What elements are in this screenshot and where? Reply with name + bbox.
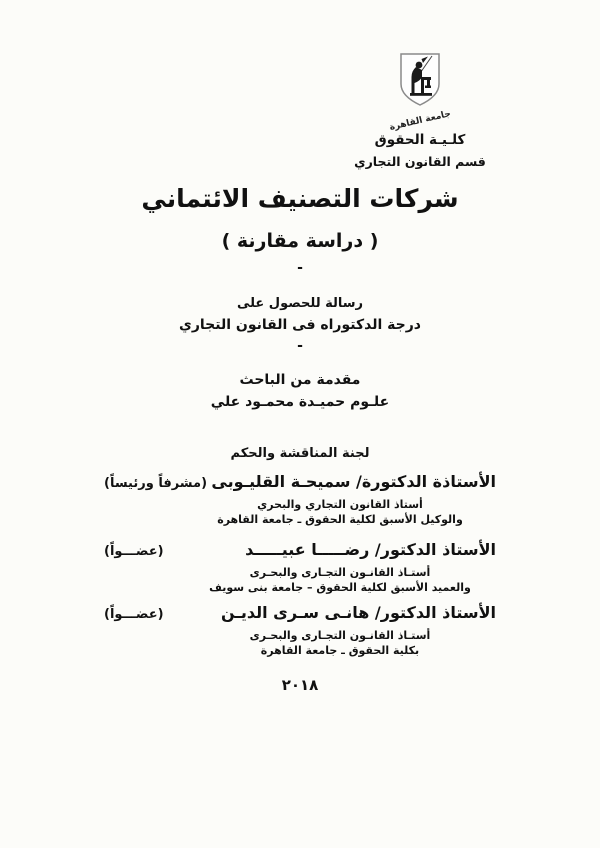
member-name: الأستاذة الدكتورة/ سميحـة القليـوبى xyxy=(211,472,496,491)
member-qualification-1: أستـاذ القانـون التجـارى والبحـرى xyxy=(249,629,431,642)
member-qualification-2: بكلية الحقوق ـ جامعة القاهرة xyxy=(260,644,420,657)
university-header xyxy=(340,52,500,169)
faculty-name: كلـيـة الحقوق xyxy=(374,132,466,148)
committee-heading: لجنة المناقشة والحكم xyxy=(230,446,370,461)
department-name: قسم القانون التجاري xyxy=(354,154,486,170)
university-emblem xyxy=(397,52,443,108)
committee-member-row xyxy=(0,540,600,595)
member-qualification-1: أستاذ القانون التجاري والبحري xyxy=(257,498,423,511)
thesis-title: شركات التصنيف الائتماني xyxy=(141,184,459,213)
committee-member-row xyxy=(0,603,600,658)
publication-year: ٢٠١٨ xyxy=(281,676,319,694)
member-role: (عضـــواً) xyxy=(104,607,164,622)
submitted-by-label: مقدمة من الباحث xyxy=(239,372,361,388)
member-name: الأستاذ الدكتور/ رضـــــا عبيـــــد xyxy=(245,540,496,559)
thesis-subtitle: ( دراسة مقارنة ) xyxy=(221,230,379,252)
member-name: الأستاذ الدكتور/ هانـى سـرى الديـن xyxy=(220,603,496,622)
degree-line-1: رسالة للحصول على xyxy=(236,296,364,311)
member-qualification-2: والعميد الأسبق لكلية الحقوق – جامعة بنى سويف xyxy=(209,581,471,594)
member-role: (مشرفاً ورئيساً) xyxy=(104,476,208,491)
member-qualification-1: أستـاذ القانـون التجـارى والبحـرى xyxy=(249,566,431,579)
member-role: (عضـــواً) xyxy=(104,544,164,559)
degree-line-2: درجة الدكتوراه فى القانون التجاري xyxy=(179,317,421,333)
committee-member-row xyxy=(0,472,600,527)
emblem-caption: جامعة القاهرة xyxy=(388,109,452,133)
researcher-name: علـوم حميـدة محمـود علي xyxy=(210,394,390,410)
member-qualification-2: والوكيل الأسبق لكلية الحقوق ـ جامعة القاهرة xyxy=(217,513,463,526)
separator-dash-1: - xyxy=(297,260,303,276)
separator-dash-2: - xyxy=(297,338,303,354)
